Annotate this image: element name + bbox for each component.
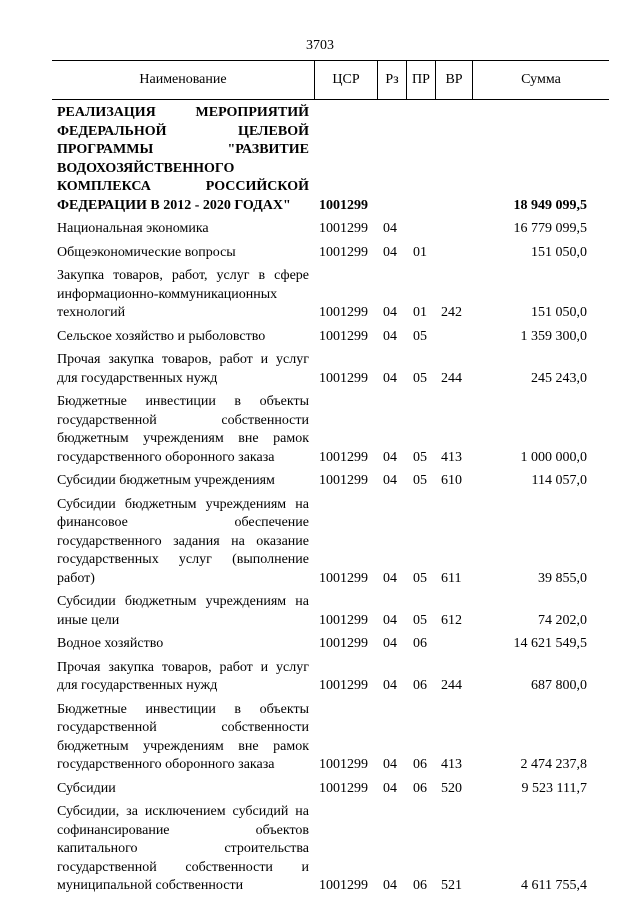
row-csr: 1001299 bbox=[319, 473, 368, 488]
table-row bbox=[52, 351, 609, 388]
row-rz: 04 bbox=[383, 244, 397, 260]
row-name: Прочая закупка товаров, работ и услуг для государственных нужд bbox=[57, 352, 309, 386]
row-sum: 1 359 300,0 bbox=[520, 328, 587, 344]
row-cells bbox=[52, 220, 609, 239]
table-row bbox=[52, 659, 609, 696]
row-cells bbox=[52, 635, 609, 654]
row-sum: 18 949 099,5 bbox=[513, 197, 587, 213]
row-rz: 04 bbox=[383, 636, 397, 651]
row-cells bbox=[52, 449, 609, 468]
row-csr: 1001299 bbox=[319, 244, 368, 260]
row-cells bbox=[52, 472, 609, 491]
table-row bbox=[52, 472, 609, 491]
row-csr: 1001299 bbox=[319, 678, 368, 693]
row-cells bbox=[52, 304, 609, 323]
row-pr: 06 bbox=[413, 636, 427, 651]
row-csr: 1001299 bbox=[319, 636, 368, 651]
row-vr: 521 bbox=[441, 878, 462, 893]
row-sum: 245 243,0 bbox=[531, 370, 587, 386]
row-sum: 114 057,0 bbox=[531, 473, 587, 488]
table-row bbox=[52, 780, 609, 799]
row-csr: 1001299 bbox=[319, 878, 368, 893]
table-row bbox=[52, 593, 609, 630]
header-rz: Рз bbox=[385, 72, 399, 87]
row-rz: 04 bbox=[383, 370, 397, 386]
row-pr: 06 bbox=[413, 878, 427, 893]
table-row bbox=[52, 104, 609, 215]
row-vr: 413 bbox=[441, 449, 462, 465]
row-name: Водное хозяйство bbox=[57, 636, 164, 651]
row-pr: 06 bbox=[413, 678, 427, 693]
row-sum: 14 621 549,5 bbox=[513, 636, 587, 651]
row-sum: 74 202,0 bbox=[538, 612, 587, 628]
table-row bbox=[52, 393, 609, 467]
row-cells bbox=[52, 328, 609, 347]
row-csr: 1001299 bbox=[319, 757, 368, 772]
row-rz: 04 bbox=[383, 328, 397, 344]
row-pr: 05 bbox=[413, 370, 427, 386]
row-cells bbox=[52, 370, 609, 389]
row-name: Сельское хозяйство и рыболовство bbox=[57, 328, 266, 344]
row-vr: 520 bbox=[441, 780, 462, 796]
row-name: Бюджетные инвестиции в объекты государственной собственности бюджетным учреждениям вне рамок государственного оборонного заказа bbox=[57, 701, 309, 772]
page-number: 3703 bbox=[306, 38, 334, 53]
row-rz: 04 bbox=[383, 473, 397, 488]
row-cells bbox=[52, 197, 609, 216]
row-cells bbox=[52, 244, 609, 263]
table-row bbox=[52, 220, 609, 239]
row-rz: 04 bbox=[383, 221, 397, 236]
row-cells bbox=[52, 877, 609, 896]
row-name: Бюджетные инвестиции в объекты государственной собственности бюджетным учреждениям вне рамок государственного оборонного заказа bbox=[57, 394, 309, 465]
row-csr: 1001299 bbox=[319, 197, 368, 213]
table-row bbox=[52, 496, 609, 589]
row-csr: 1001299 bbox=[319, 612, 368, 628]
row-sum: 39 855,0 bbox=[538, 570, 587, 586]
row-name: Субсидии bbox=[57, 780, 116, 796]
row-name: Национальная экономика bbox=[57, 221, 209, 236]
row-name: Субсидии бюджетным учреждениям bbox=[57, 473, 275, 488]
row-csr: 1001299 bbox=[319, 780, 368, 796]
row-name: Общеэкономические вопросы bbox=[57, 244, 236, 260]
header-pr: ПР bbox=[412, 72, 430, 87]
row-pr: 05 bbox=[413, 570, 427, 586]
row-rz: 04 bbox=[383, 780, 397, 796]
row-sum: 2 474 237,8 bbox=[520, 757, 587, 772]
row-pr: 05 bbox=[413, 449, 427, 465]
row-name: РЕАЛИЗАЦИЯ МЕРОПРИЯТИЙ ФЕДЕРАЛЬНОЙ ЦЕЛЕВОЙ ПРОГРАММЫ "РАЗВИТИЕ ВОДОХОЗЯЙСТВЕННОГО КОМПЛЕКСА РОССИЙСКОЙ ФЕДЕРАЦИИ В 2012 - 2020 ГОДАХ" bbox=[57, 105, 309, 213]
header-vr: ВР bbox=[445, 72, 463, 87]
row-name: Прочая закупка товаров, работ и услуг для государственных нужд bbox=[57, 659, 309, 693]
row-sum: 16 779 099,5 bbox=[513, 221, 587, 236]
row-csr: 1001299 bbox=[319, 328, 368, 344]
row-rz: 04 bbox=[383, 305, 397, 320]
row-csr: 1001299 bbox=[319, 221, 368, 236]
row-cells bbox=[52, 612, 609, 631]
row-pr: 05 bbox=[413, 328, 427, 344]
table-body bbox=[52, 104, 609, 901]
row-pr: 06 bbox=[413, 780, 427, 796]
row-name: Субсидии бюджетным учреждениям на иные цели bbox=[57, 594, 309, 628]
row-name: Субсидии бюджетным учреждениям на финансовое обеспечение государственного задания на оказание государственных услуг (выполнение работ) bbox=[57, 496, 309, 586]
row-rz: 04 bbox=[383, 878, 397, 893]
row-pr: 01 bbox=[413, 305, 427, 320]
table-row bbox=[52, 244, 609, 263]
row-pr: 06 bbox=[413, 757, 427, 772]
row-name: Закупка товаров, работ, услуг в сфере информационно-коммуникационных технологий bbox=[57, 268, 309, 320]
row-pr: 01 bbox=[413, 244, 427, 260]
row-vr: 610 bbox=[441, 473, 462, 488]
table-row bbox=[52, 328, 609, 347]
row-vr: 611 bbox=[441, 570, 462, 586]
row-sum: 1 000 000,0 bbox=[520, 449, 587, 465]
row-cells bbox=[52, 780, 609, 799]
row-rz: 04 bbox=[383, 612, 397, 628]
row-pr: 05 bbox=[413, 473, 427, 488]
row-rz: 04 bbox=[383, 449, 397, 465]
row-sum: 9 523 111,7 bbox=[521, 780, 587, 796]
row-cells bbox=[52, 570, 609, 589]
row-csr: 1001299 bbox=[319, 370, 368, 386]
header-sum: Сумма bbox=[521, 72, 561, 87]
row-csr: 1001299 bbox=[319, 305, 368, 320]
row-sum: 687 800,0 bbox=[531, 678, 587, 693]
row-name: Субсидии, за исключением субсидий на софинансирование объектов капитального строительства государственной собственности и муниципальной собственности bbox=[57, 804, 309, 893]
row-sum: 4 611 755,4 bbox=[521, 878, 587, 893]
row-vr: 242 bbox=[441, 305, 462, 320]
row-csr: 1001299 bbox=[319, 449, 368, 465]
table-header bbox=[52, 60, 609, 100]
row-rz: 04 bbox=[383, 678, 397, 693]
row-vr: 244 bbox=[441, 370, 462, 386]
row-vr: 612 bbox=[441, 612, 462, 628]
table-row bbox=[52, 267, 609, 323]
row-cells bbox=[52, 677, 609, 696]
row-sum: 151 050,0 bbox=[531, 244, 587, 260]
table-row bbox=[52, 803, 609, 896]
row-rz: 04 bbox=[383, 570, 397, 586]
table-row bbox=[52, 701, 609, 775]
row-vr: 244 bbox=[441, 678, 462, 693]
row-pr: 05 bbox=[413, 612, 427, 628]
row-sum: 151 050,0 bbox=[531, 305, 587, 320]
header-name: Наименование bbox=[139, 72, 227, 87]
table-row bbox=[52, 635, 609, 654]
row-cells bbox=[52, 756, 609, 775]
header-csr: ЦСР bbox=[332, 72, 360, 87]
row-csr: 1001299 bbox=[319, 570, 368, 586]
row-rz: 04 bbox=[383, 757, 397, 772]
row-vr: 413 bbox=[441, 757, 462, 772]
